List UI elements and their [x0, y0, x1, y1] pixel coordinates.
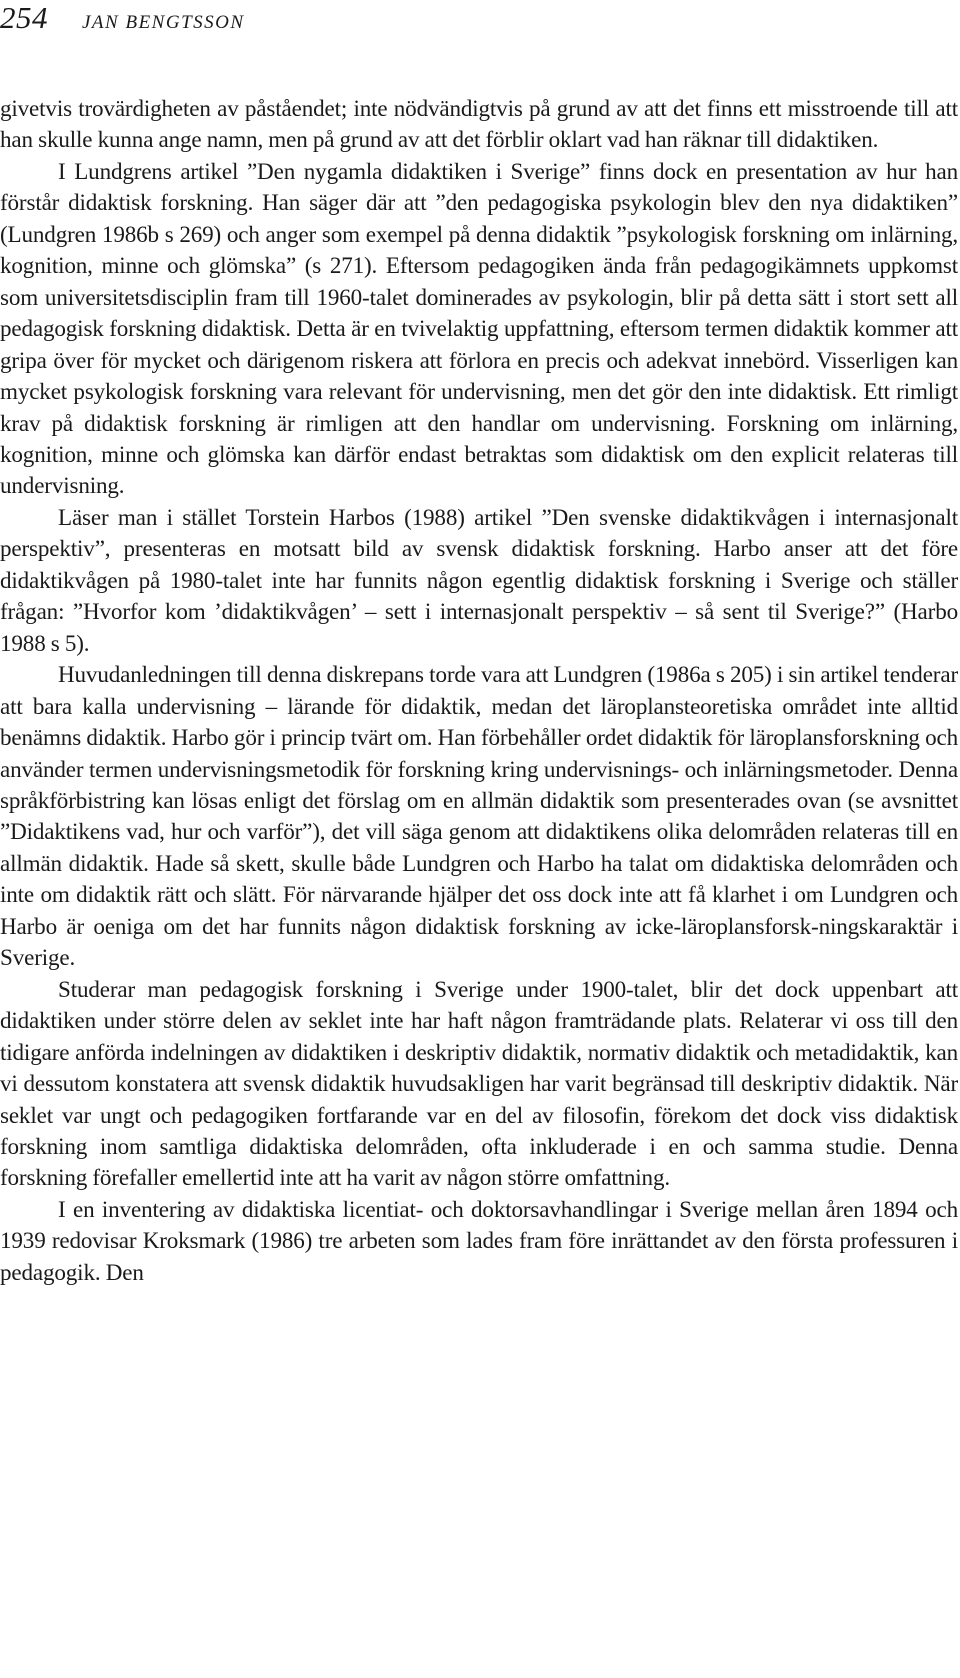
body-text [0, 93, 958, 1288]
page-header [0, 0, 245, 40]
paragraph-continued: givetvis trovärdigheten av påståendet; inte nödvändigtvis på grund av att det finns ett misstroende till att han skulle kunna ange namn, men på grund av att det förblir oklart vad han räknar till didaktiken. [0, 95, 958, 153]
page-number: 254 [0, 0, 48, 35]
paragraph-harbo-article: Läser man i stället Torstein Harbos (1988) artikel ”Den svenske didaktikvågen i internasjonalt perspektiv”, presenteras en motsatt bild av svensk didaktisk forskning. Harbo anser att det före didaktikvågen på 1980-talet inte har funnits någon egentlig didaktisk forskning i Sverige och ställer frågan: ”Hvorfor kom ’didaktikvågen’ – sett i internasjonalt perspektiv – så sent til Sverige?” (Harbo 1988 s 5). [0, 503, 958, 656]
running-head: JAN BENGTSSON [82, 12, 245, 33]
paragraph-swedish-research: Studerar man pedagogisk forskning i Sverige under 1900-talet, blir det dock uppenbart att didaktiken under större delen av seklet inte har haft någon framträdande plats. Relaterar vi oss till den tidigare anförda indelningen av didaktiken i deskriptiv didaktik, normativ didaktik och metadidaktik, kan vi dessutom konstatera att svensk didaktik huvudsakligen har varit begränsad till deskriptiv didaktik. När seklet var ungt och pedagogiken fortfarande var en del av filosofin, förekom det dock viss didaktisk forskning inom samtliga didaktiska delområden, ofta inkluderade i en och samma studie. Denna forskning förefaller emellertid inte att ha varit av någon större omfattning. [0, 975, 958, 1191]
paragraph-lundgren-article: I Lundgrens artikel ”Den nygamla didaktiken i Sverige” finns dock en presentation av hur han förstår didaktisk forskning. Han säger där att ”den pedagogiska psykologin blev den nya didaktiken” (Lundgren 1986b s 269) och anger som exempel på denna didaktik ”psykologisk forskning om inlärning, kognition, minne och glömska” (s 271). Eftersom pedagogiken ända från pedagogikämnets uppkomst som universitetsdisciplin fram till 1960-talet dominerades av psykologin, blir på detta sätt i stort sett all pedagogisk forskning didaktisk. Detta är en tvivelaktig uppfattning, eftersom termen didaktik kommer att gripa över för mycket och därigenom riskera att förlora en precis och adekvat innebörd. Visserligen kan mycket psykologisk forskning vara relevant för undervisning, men det gör den inte didaktisk. Ett rimligt krav på didaktisk forskning är rimligen att den handlar om undervisning. Forskning om inlärning, kognition, minne och glömska kan därför endast betraktas som didaktisk om den explicit relateras till undervisning. [0, 157, 958, 499]
paragraph-inventory: I en inventering av didaktiska licentiat- och doktorsavhandlingar i Sverige mellan åren 1894 och 1939 redovisar Kroksmark (1986) tre arbeten som lades fram före inrättandet av den första professuren i pedagogik. Den [0, 1195, 958, 1285]
paragraph-discrepancy: Huvudanledningen till denna diskrepans torde vara att Lundgren (1986a s 205) i sin artikel tenderar att bara kalla undervisning – lärande för didaktik, medan det läroplansteoretiska området inte alltid benämns didaktik. Harbo gör i princip tvärt om. Han förbehåller ordet didaktik för läroplansforskning och använder termen undervisningsmetodik för forskning kring undervisnings- och inlärningsmetoder. Denna språkförbistring kan lösas enligt det förslag om en allmän didaktik som presenterades ovan (se avsnittet ”Didaktikens vad, hur och varför”), det vill säga genom att didaktikens olika delområden relateras till en allmän didaktik. Hade så skett, skulle både Lundgren och Harbo ha talat om didaktiska delområden och inte om didaktik rätt och slätt. För närvarande hjälper det oss dock inte att få klarhet i om Lundgren och Harbo är oeniga om det har funnits någon didaktisk forskning av icke-läroplansforsk-ningskaraktär i Sverige. [0, 661, 958, 971]
